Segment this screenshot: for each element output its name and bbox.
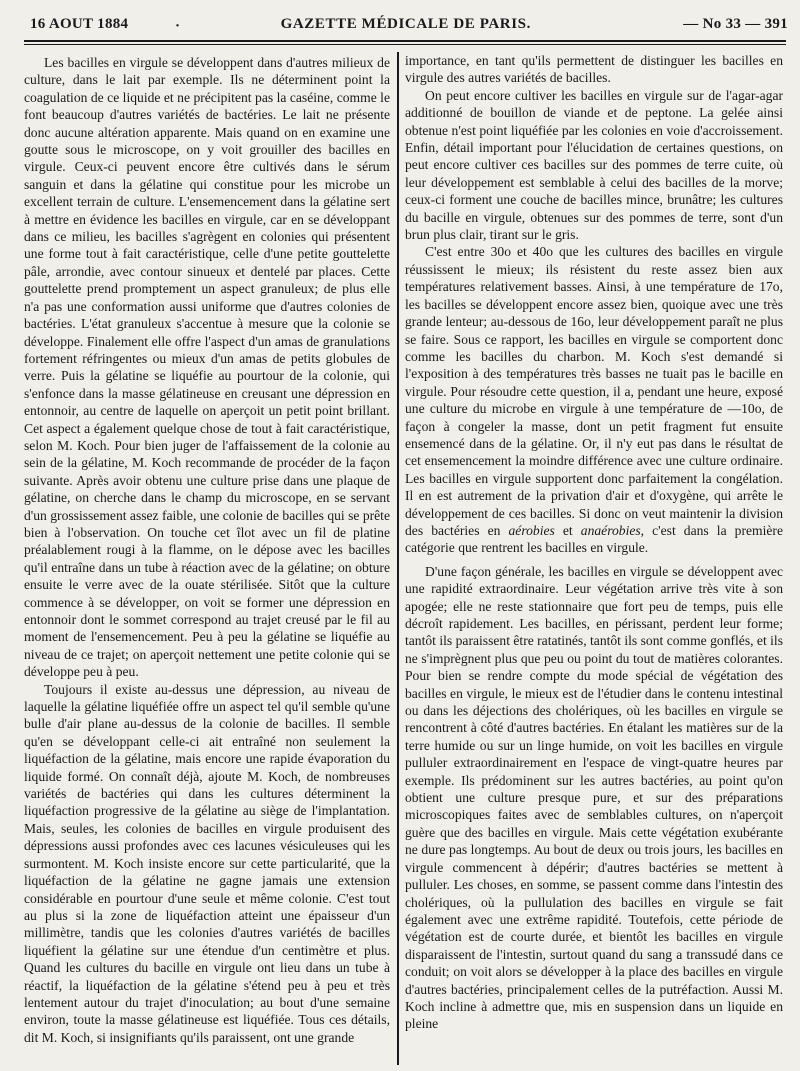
journal-title: GAZETTE MÉDICALE DE PARIS.: [280, 16, 531, 32]
paragraph: On peut encore cultiver les bacilles en virgule sur de l'agar-agar additionné de bouillon de viande et de peptone. La gelée ainsi obtenue n'est point liquéfiée par les colonies en voie d'accroissement. Enfin, détail important pour l'élucidation de certaines questions, on peut encore cultiver ces bacilles sur des pommes de terre cuite, où leur développement est semblable à celui des bacilles de la morve; ceux-ci forment une couche de bacilles mince, brunâtre; les cultures du bacille en virgule, obtenues sur des pommes de terre, sont d'un brun plus clair, tirant sur le gris.: [405, 87, 783, 243]
right-column: [405, 52, 783, 1063]
paragraph: Les bacilles en virgule se développent dans d'autres milieux de culture, dans le lait par exemple. Ils ne déterminent point la coagulation de ce liquide et ne précipitent pas la caséine, comme le font beaucoup d'autres variétés de bactéries. Le lait ne présente donc aucune altération apparente. Mais quand on en examine une goutte sous le microscope, on y voit grouiller des bacilles en virgule. Ceux-ci peuvent encore être cultivés dans le sérum sanguin et dans la gélatine qui constitue pour les microbe un excellent terrain de culture. L'ensemencement dans la gélatine sert à mettre en évidence les bacilles en virgule, car en se développant dans ce milieu, les bacilles s'agrègent en colonies qui présentent une forme tout à fait caractéristique, celle d'une petite gouttelette pâle, arrondie, avec contour sinueux et dentelé par places. Cette gouttelette prend promptement un aspect granuleux; de plus elle n'a pas une conformation aussi uniforme que d'autres colonies de bactéries. L'état granuleux s'accentue à mesure que la colonie se développe. Finalement elle offre l'aspect d'un amas de granulations fortement réfringentes ou mieux d'un amas de petits globules de verre. Puis la gélatine se liquéfie au pourtour de la colonie, qui s'enfonce dans la masse gélatineuse en creusant une dépression en entonnoir, au centre de laquelle on aperçoit un petit point brillant. Cet aspect a également quelque chose de tout à fait caractéristique, selon M. Koch. Pour bien juger de l'affaissement de la colonie au sein de la gélatine, M. Koch recommande de procéder de la façon suivante. Après avoir obtenu une culture prise dans une plaque de gélatine, on cherche dans le champ du microscope, en se servant d'un grossissement assez faible, une colonie de bacilles qui se prête bien à l'observation. On touche cet îlot avec un fil de platine préalablement rougi à la flamme, on le dépose avec les bacilles qu'il entraîne dans un tube à réaction avec de la gélatine; on obture ensuite le verre avec de la ouate stérilisée. Sitôt que la culture commence à se développer, on voit se former une dépression en entonnoir dont le sommet correspond au trajet creusé par le fil au moment de l'ensemencement. Peu à peu la gélatine se liquéfie au niveau de ce trajet; on aperçoit nettement une petite colonie qui se développe peu à peu.: [24, 55, 390, 680]
header-rule-thin: [24, 44, 786, 45]
left-column: [24, 54, 390, 1063]
page-header: [30, 16, 788, 38]
paragraph-text: et: [562, 522, 573, 538]
paragraph: Toujours il existe au-dessus une dépression, au niveau de laquelle la gélatine liquéfiée offre un aspect tel qu'il semble qu'une bulle d'air plane au-dessus de la colonie de bacilles. Il semble qu'en se développant celle-ci ait entraîné non seulement la liquéfaction de la gélatine, mais encore une rapide évaporation du liquide formé. On connaît déjà, ajoute M. Koch, de nombreuses variétés de bactéries qui dans les cultures déterminent la liquéfaction progressive de la gélatine au siège de l'implantation. Mais, seules, les colonies de bacilles en virgule produisent des dépressions aussi profondes avec ces lacunes vésiculeuses qui les surmontent. M. Koch insiste encore sur cette particularité, que la liquéfaction de la gélatine ne gagne jamais une extension considérable en pourtour d'une seule et même colonie. C'est tout au plus si la zone de liquéfaction atteint une épaisseur d'un millimètre, tandis que les colonies d'autres variétés de bacilles liquéfient la gélatine sur une étendue d'un centimètre et plus. Quand les cultures du bacille en virgule ont lieu dans un tube à réactif, la liquéfaction de la gélatine s'étend peu à peu et très lentement autour du trajet d'inoculation; au bout d'une semaine environ, toute la masse gélatineuse est liquéfiée. Tous ces détails, dit M. Koch, si insignifiants qu'ils paraissent, ont une grande: [24, 681, 390, 1045]
paragraph: D'une façon générale, les bacilles en virgule se développent avec une rapidité extraordinaire. Leur végétation arrive très vite à son apogée; elle ne reste stationnaire que fort peu de temps, puis elle décroît rapidement. Les bacilles, en périssant, perdent leur forme; tantôt ils paraissent être ratatinés, tantôt ils sont comme gonflés, et ils ne s'imprègnent plus que peu ou point du tout de matières colorantes. Pour bien se rendre compte du mode spécial de végétation des bacilles en virgule, le mieux est de l'étudier dans le contenu intestinal ou dans les déjections des cholériques, où les bacilles en virgule se rencontrent à côté d'autres bactéries. En étalant les matières sur de la terre humide ou sur un linge humide, on voit les bacilles en virgule pulluler extraordinairement en l'espace de vingt-quatre heures par exemple. Ils prédominent sur les autres bactéries, au point qu'on obtient une culture presque pure, et sur des préparations microscopiques faites avec de semblables cultures, on n'aperçoit guère que des bacilles en virgule. Mais cette végétation exubérante ne dure pas longtemps. Au bout de deux ou trois jours, les bacilles en virgule commencent à dépérir; d'autres bactéries se mettent à pulluler. Les choses, en somme, se passent comme dans l'intestin des cholériques, où la pullulation des bacilles en virgule se fait également avec une extrême rapidité. Toutefois, cette période de végétation est de courte durée, et bientôt les bacilles en virgule disparaissent de l'intestin, surtout quand du sang a transsudé dans ce conduit; on voit alors se développer à la place des bacilles en virgule d'autres bactéries, principalement celles de la putréfaction. Aussi M. Koch incline à admettre que, mis en suspension dans un liquide en pleine: [405, 563, 783, 1032]
column-divider: [397, 52, 399, 1065]
paragraph: importance, en tant qu'ils permettent de distinguer les bacilles en virgule des autres variétés de bacilles.: [405, 53, 783, 86]
paragraph-text: C'est entre 30o et 40o que les cultures des bacilles en virgule réussissent le mieux; ils résistent du reste assez bien aux températures relativement basses. Ainsi, à une température de 17o, les bacilles se développent encore assez bien, quoique avec une très grande lenteur; au-dessous de 16o, leur développement paraît ne plus se faire. Sous ce rapport, les bacilles en virgule se comportent donc comme les bacilles du charbon. M. Koch s'est demandé si l'exposition à des températures très basses ne tuait pas le bacille en virgule. Pour résoudre cette question, il a, pendant une heure, exposé une culture du microbe en virgule à une température de —10o, de façon à congeler la masse, dont un petit fragment fut ensuite ensemencé dans de la gélatine. Or, il n'y eut pas dans le résultat de cet ensemencement la moindre différence avec une culture ordinaire. Les bacilles en virgule supportent donc parfaitement la congélation. Il en est autrement de la privation d'air et d'oxygène, qui arrête le développement de ces bacilles. Si donc on veut maintenir la division des bactéries en: [405, 244, 783, 538]
header-rule: [24, 40, 786, 42]
paragraph-text: , c'est dans la première catégorie que rentrent les bacilles en virgule.: [405, 522, 783, 556]
issue-page-number: — No 33 — 391: [683, 16, 788, 32]
header-separator: ·: [175, 18, 181, 34]
italic-term: anaérobies: [580, 522, 641, 538]
paragraph: [405, 243, 783, 556]
header-date: 16 AOUT 1884: [30, 16, 129, 32]
italic-term: aérobies: [508, 522, 555, 538]
